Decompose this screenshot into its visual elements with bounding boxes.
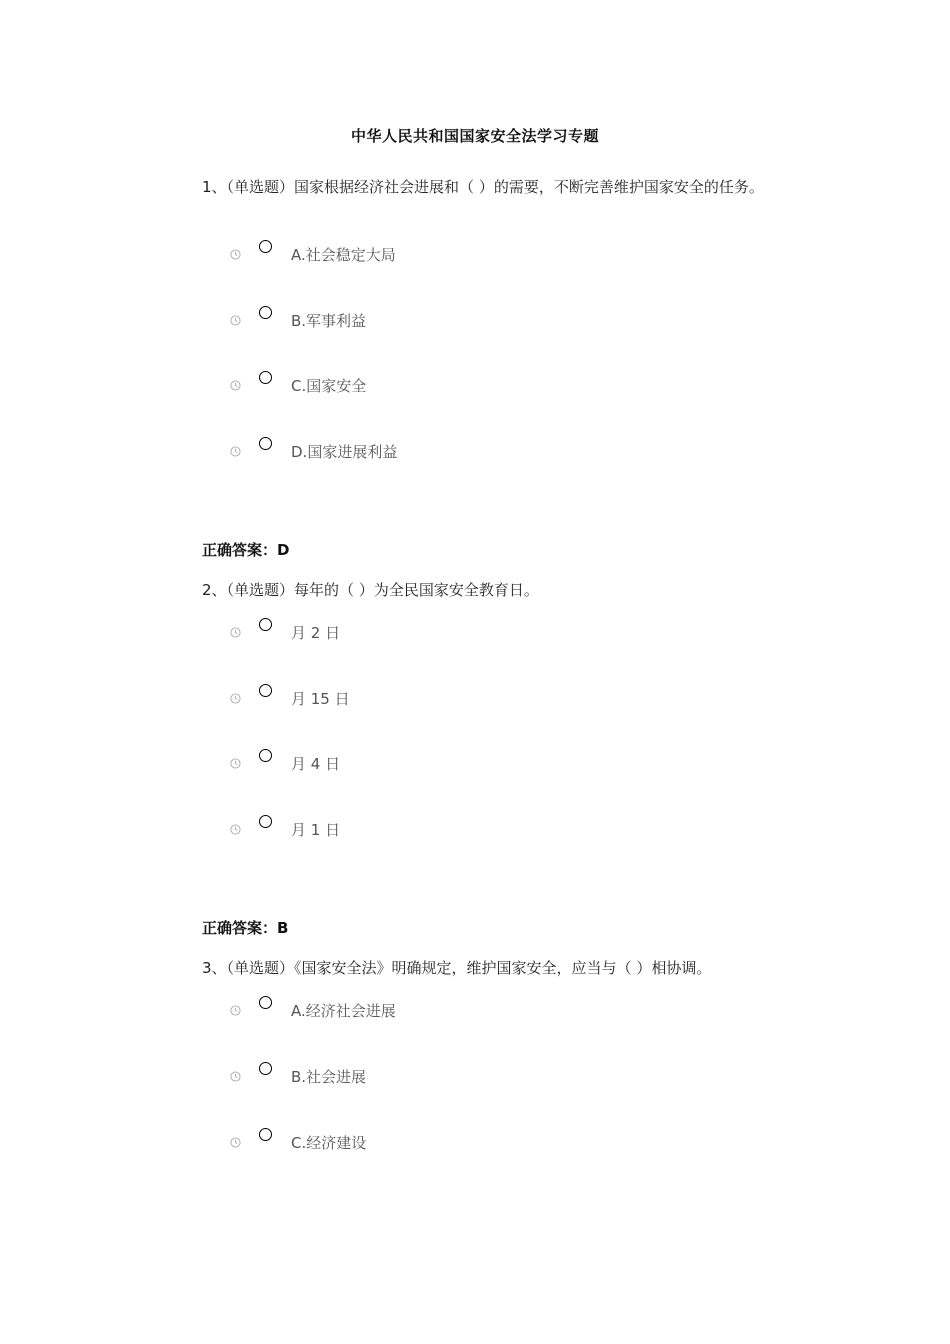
option-q1-c[interactable] bbox=[230, 371, 630, 401]
page-title: 中华人民共和国国家安全法学习专题 bbox=[350, 127, 599, 145]
clock-icon bbox=[230, 249, 241, 260]
option-label: 月 4 日 bbox=[291, 755, 341, 773]
clock-icon bbox=[230, 693, 241, 704]
option-label: 月 1 日 bbox=[291, 821, 341, 839]
question-3-text: 3、（单选题）《国家安全法》明确规定，维护国家安全，应当与（ ）相协调。 bbox=[202, 959, 712, 977]
radio-button[interactable] bbox=[259, 618, 272, 631]
correct-answer-1: 正确答案：D bbox=[202, 541, 290, 559]
clock-icon bbox=[230, 1005, 241, 1016]
radio-button[interactable] bbox=[259, 1128, 272, 1141]
option-q3-b[interactable] bbox=[230, 1062, 630, 1092]
question-2-text: 2、（单选题）每年的（ ）为全民国家安全教育日。 bbox=[202, 581, 539, 599]
option-q1-a[interactable] bbox=[230, 240, 630, 270]
radio-button[interactable] bbox=[259, 240, 272, 253]
option-q2-d[interactable] bbox=[230, 815, 630, 845]
option-label: B.社会进展 bbox=[291, 1068, 367, 1086]
option-label: B.军事利益 bbox=[291, 312, 367, 330]
option-q3-a[interactable] bbox=[230, 996, 630, 1026]
clock-icon bbox=[230, 758, 241, 769]
clock-icon bbox=[230, 1071, 241, 1082]
clock-icon bbox=[230, 627, 241, 638]
option-q1-b[interactable] bbox=[230, 306, 630, 336]
clock-icon bbox=[230, 824, 241, 835]
radio-button[interactable] bbox=[259, 437, 272, 450]
radio-button[interactable] bbox=[259, 684, 272, 697]
option-q2-c[interactable] bbox=[230, 749, 630, 779]
radio-button[interactable] bbox=[259, 306, 272, 319]
question-1-text: 1、（单选题）国家根据经济社会进展和（ ）的需要，不断完善维护国家安全的任务。 bbox=[202, 178, 764, 196]
option-label: 月 15 日 bbox=[291, 690, 350, 708]
radio-button[interactable] bbox=[259, 749, 272, 762]
option-q2-b[interactable] bbox=[230, 684, 630, 714]
option-q3-c[interactable] bbox=[230, 1128, 630, 1158]
option-label: 月 2 日 bbox=[291, 624, 341, 642]
option-label: A.经济社会进展 bbox=[291, 1002, 396, 1020]
option-label: A.社会稳定大局 bbox=[291, 246, 396, 264]
clock-icon bbox=[230, 315, 241, 326]
option-label: C.经济建设 bbox=[291, 1134, 367, 1152]
radio-button[interactable] bbox=[259, 996, 272, 1009]
clock-icon bbox=[230, 446, 241, 457]
option-q1-d[interactable] bbox=[230, 437, 630, 467]
clock-icon bbox=[230, 1137, 241, 1148]
option-label: C.国家安全 bbox=[291, 377, 367, 395]
option-q2-a[interactable] bbox=[230, 618, 630, 648]
correct-answer-2: 正确答案：B bbox=[202, 919, 289, 937]
radio-button[interactable] bbox=[259, 371, 272, 384]
option-label: D.国家进展利益 bbox=[291, 443, 398, 461]
clock-icon bbox=[230, 380, 241, 391]
radio-button[interactable] bbox=[259, 815, 272, 828]
radio-button[interactable] bbox=[259, 1062, 272, 1075]
